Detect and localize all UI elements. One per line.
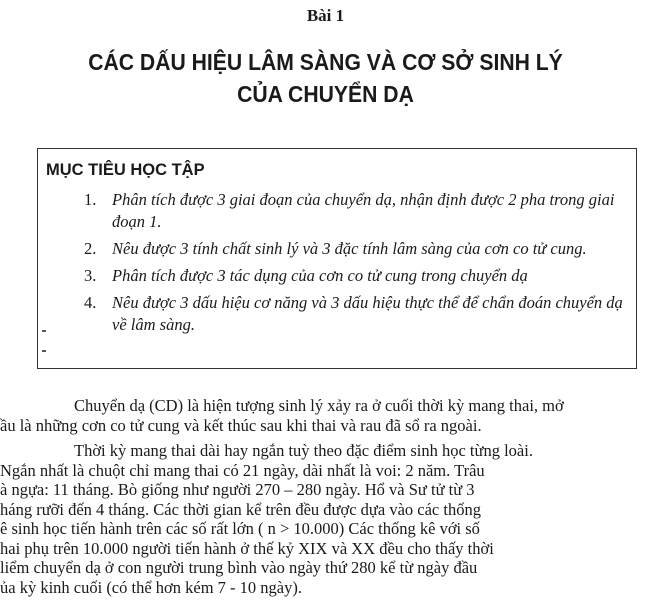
text-line: ầu là những cơn co tử cung và kết thúc sau khi thai và rau đã sổ ra ngoài.: [0, 415, 482, 435]
text-line: à ngựa: 11 tháng. Bò giống như người 270 – 280 ngày. Hổ và Sư tử từ 3: [0, 480, 475, 499]
paragraph-2: [0, 441, 640, 597]
text-line: Ngắn nhất là chuột chỉ mang thai có 21 ngày, dài nhất là voi: 2 năm. Trâu: [0, 460, 485, 480]
text-line: Chuyển dạ (CD) là hiện tượng sinh lý xảy ra ở cuối thời kỳ mang thai, mở: [74, 396, 564, 415]
text-line: ê sinh học tiến hành trên các số rất lớn ( n > 10.000) Các thống kê với số: [0, 519, 480, 538]
margin-mark: [42, 330, 46, 332]
objective-text: Phân tích được 3 tác dụng của cơn co tử cung trong chuyển dạ: [112, 266, 528, 285]
objective-number: 4.: [84, 293, 97, 312]
text-line: hai phụ trên 10.000 người tiến hành ở thế kỷ XIX và XX đều cho thấy thời: [0, 538, 494, 558]
margin-mark: [42, 350, 46, 352]
text-line: liểm chuyển dạ ở con người trung bình vào ngày thứ 280 kể từ ngày đầu: [0, 558, 478, 577]
objective-number: 1.: [84, 190, 97, 209]
body-text: [0, 396, 640, 603]
objective-text: Nêu được 3 tính chất sinh lý và 3 đặc tính lâm sàng của cơn co tử cung.: [112, 239, 587, 258]
objective-text: Nêu được 3 dấu hiệu cơ năng và 3 dấu hiệu thực thể để chẩn đoán chuyển dạ về lâm sàng.: [112, 293, 623, 334]
objective-text: Phân tích được 3 giai đoạn của chuyển dạ, nhận định được 2 pha trong giai đoạn 1.: [112, 190, 615, 231]
lesson-label: Bài 1: [306, 6, 345, 25]
title-line-1: CÁC DẤU HIỆU LÂM SÀNG VÀ CƠ SỞ SINH LÝ: [88, 49, 563, 75]
objective-item: [84, 189, 629, 233]
text-line: háng rưỡi đến 4 tháng. Các thời gian kể trên đều được dựa vào các thống: [0, 499, 481, 519]
text-line: Thời kỳ mang thai dài hay ngắn tuỳ theo đặc điểm sinh học từng loài.: [74, 441, 533, 460]
objectives-heading: MỤC TIÊU HỌC TẬP: [46, 161, 205, 179]
objectives-box: [37, 148, 637, 369]
objective-number: 3.: [84, 266, 97, 285]
objective-item: [84, 292, 629, 336]
title-line-2: CỦA CHUYỂN DẠ: [237, 81, 414, 107]
objective-number: 2.: [84, 239, 97, 258]
page-title: [26, 46, 625, 110]
text-line: ủa kỳ kinh cuối (có thể hơn kém 7 - 10 ngày).: [0, 577, 302, 597]
objective-item: [84, 265, 629, 287]
objective-item: [84, 238, 629, 260]
paragraph-1: [0, 396, 640, 435]
objectives-list: [84, 189, 629, 341]
